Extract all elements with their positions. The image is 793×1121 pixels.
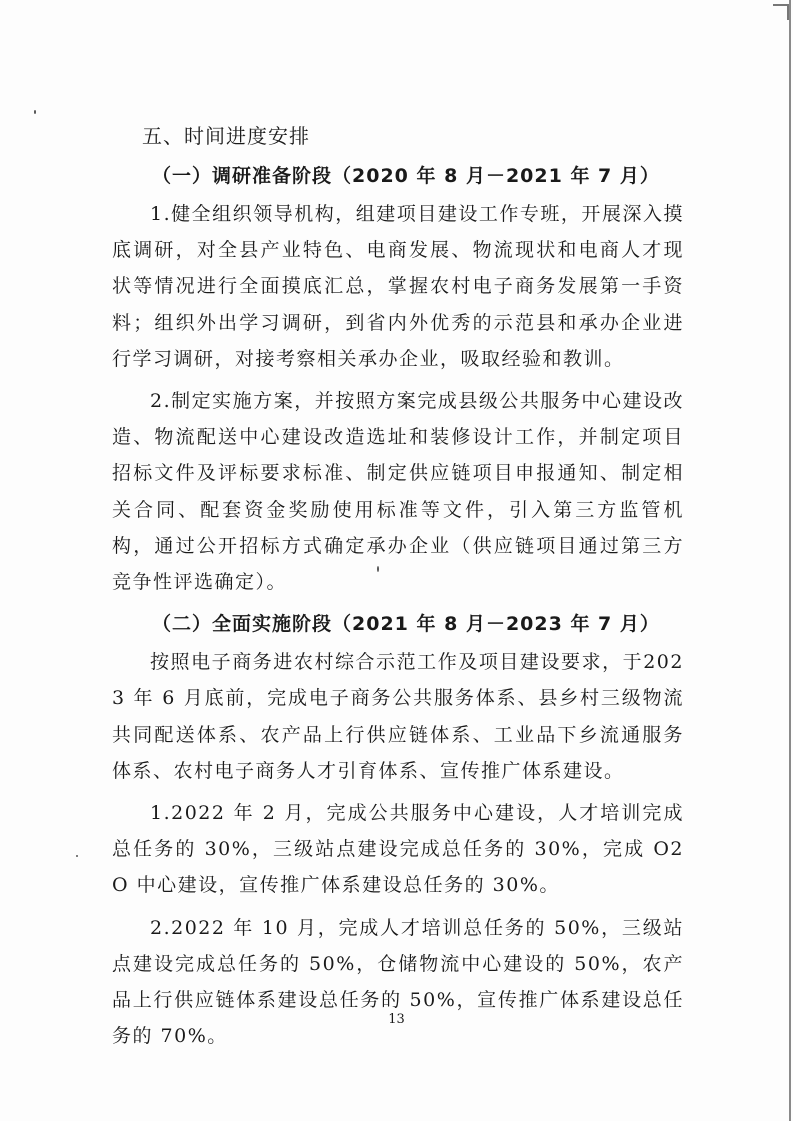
stage-2-paragraph-3: 2.2022 年 10 月，完成人才培训总任务的 50%，三级站点建设完成总任务的 50%，仓储物流中心建设的 50%，农产品上行供应链体系建设总任务的 50%，宣传推广体系建设总任务的 70%。 xyxy=(112,916,684,1048)
scan-edge xyxy=(789,0,791,1121)
stage-1-paragraph-1: 1.健全组织领导机构，组建项目建设工作专班，开展深入摸底调研，对全县产业特色、电商发展、物流现状和电商人才现状等情况进行全面摸底汇总，掌握农村电子商务发展第一手资料；组织外出学习调研，到省内外优秀的示范县和承办企业进行学习调研，对接考察相关承办企业，吸取经验和教训。 xyxy=(112,203,684,370)
stage-2-heading: （二）全面实施阶段（2021 年 8 月－2023 年 7 月） xyxy=(152,613,660,636)
document-body xyxy=(112,118,684,1060)
stage-1-paragraph-2: 2.制定实施方案，并按照方案完成县级公共服务中心建设改造、物流配送中心建设改造选址和装修设计工作，并制定项目招标文件及评标要求标准、制定供应链项目申报通知、制定相关合同、配套资金奖励使用标准等文件，引入第三方监管机构，通过公开招标方式确定承办企业（供应链项目通过第三方竞争性评选确定）。 xyxy=(112,390,684,594)
scan-speck xyxy=(34,110,36,114)
page-number: 13 xyxy=(388,1012,405,1027)
stage-2-paragraph-1: 按照电子商务进农村综合示范工作及项目建设要求，于2023 年 6 月底前，完成电子商务公共服务体系、县乡村三级物流共同配送体系、农产品上行供应链体系、工业品下乡流通服务体系、农村电子商务人才引育体系、宣传推广体系建设。 xyxy=(112,651,684,782)
scan-corner-mark xyxy=(773,4,789,20)
stage-2-paragraph-2: 1.2022 年 2 月，完成公共服务中心建设，人才培训完成总任务的 30%，三级站点建设完成总任务的 30%，完成 O2O 中心建设，宣传推广体系建设总任务的 30%。 xyxy=(112,802,684,897)
scan-speck xyxy=(76,855,78,857)
section-heading: 五、时间进度安排 xyxy=(142,124,310,148)
stage-1-heading: （一）调研准备阶段（2020 年 8 月－2021 年 7 月） xyxy=(152,165,660,187)
